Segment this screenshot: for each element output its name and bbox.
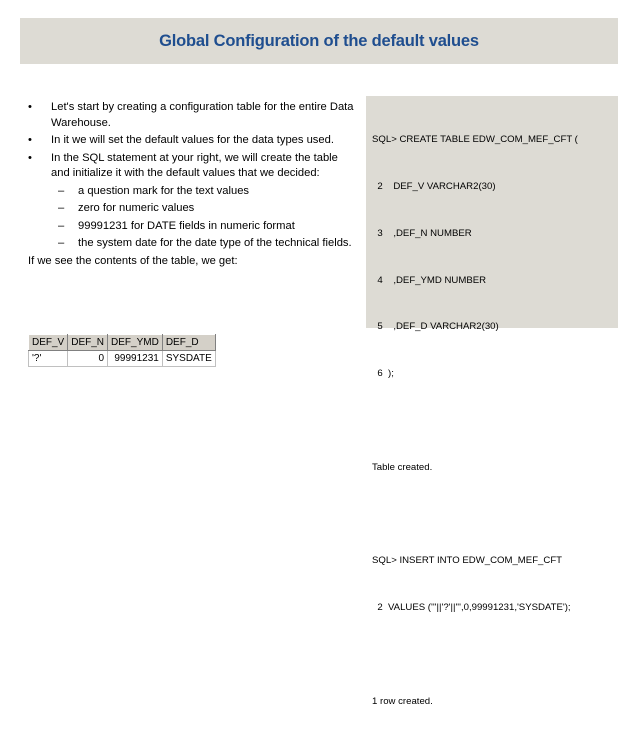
dash-icon: –: [58, 219, 65, 232]
slide-title: Global Configuration of the default values: [159, 31, 479, 50]
bullet-dot-icon: •: [28, 134, 32, 146]
sql-blank-line: [372, 647, 578, 663]
sub-bullet-text: a question mark for the text values: [78, 184, 250, 197]
bullet-item: [28, 151, 358, 182]
sql-line: Table created.: [372, 461, 433, 473]
sql-blank-line: [372, 413, 578, 429]
column-header: DEF_N: [68, 335, 108, 351]
sub-bullet-item: [28, 184, 358, 200]
sql-panel: [366, 96, 618, 707]
title-bar: [20, 18, 618, 64]
sub-bullet-text: 99991231 for DATE fields in numeric format: [78, 219, 295, 232]
bullet-dot-icon: •: [28, 151, 32, 164]
table-header-row: [29, 335, 216, 351]
sql-blank-line: [372, 506, 578, 522]
sub-bullet-item: [28, 201, 358, 217]
sub-bullet-text: the system date for the date type of the technical fields.: [78, 237, 352, 249]
bullet-text: Let's start by creating a configuration table for the entire Data Warehouse.: [51, 101, 354, 129]
dash-icon: –: [58, 202, 65, 214]
bullet-item: [28, 100, 358, 131]
table-cell: SYSDATE: [162, 351, 215, 367]
sql-output: [372, 101, 578, 740]
sql-line: 4 ,DEF_YMD NUMBER: [372, 274, 487, 286]
table-cell: 0: [68, 351, 108, 367]
closing-text: If we see the contents of the table, we get:: [28, 254, 238, 267]
sql-line: 3 ,DEF_N NUMBER: [372, 227, 472, 239]
sub-bullet-item: [28, 219, 358, 235]
sql-line: 1 row created.: [372, 695, 433, 707]
column-header: DEF_YMD: [108, 335, 163, 351]
bullet-text: In it we will set the default values for the data types used.: [51, 134, 334, 146]
sql-line: 5 ,DEF_D VARCHAR2(30): [372, 321, 499, 333]
column-header: DEF_D: [162, 335, 215, 351]
dash-icon: –: [58, 184, 65, 197]
table-cell: '?': [29, 351, 68, 367]
bullet-dot-icon: •: [28, 101, 32, 113]
sql-line: SQL> CREATE TABLE EDW_COM_MEF_CFT (: [372, 134, 578, 146]
dash-icon: –: [58, 237, 65, 249]
sql-line: 2 DEF_V VARCHAR2(30): [372, 180, 496, 192]
bullet-list: [28, 100, 358, 269]
table-cell: 99991231: [108, 351, 163, 367]
column-header: DEF_V: [29, 335, 68, 351]
sql-line: 6 );: [372, 368, 394, 380]
sql-line: SQL> INSERT INTO EDW_COM_MEF_CFT: [372, 555, 563, 567]
sql-line: 2 VALUES ('''||'?'||''',0,99991231,'SYSDATE');: [372, 602, 571, 613]
table-row: [29, 351, 216, 367]
sub-bullet-text: zero for numeric values: [78, 202, 195, 214]
bullet-text: In the SQL statement at your right, we will create the table and initialize it with the default values that we decided:: [51, 151, 338, 179]
sub-bullet-item: [28, 236, 358, 252]
result-table: [28, 334, 216, 367]
bullet-item: [28, 133, 358, 149]
